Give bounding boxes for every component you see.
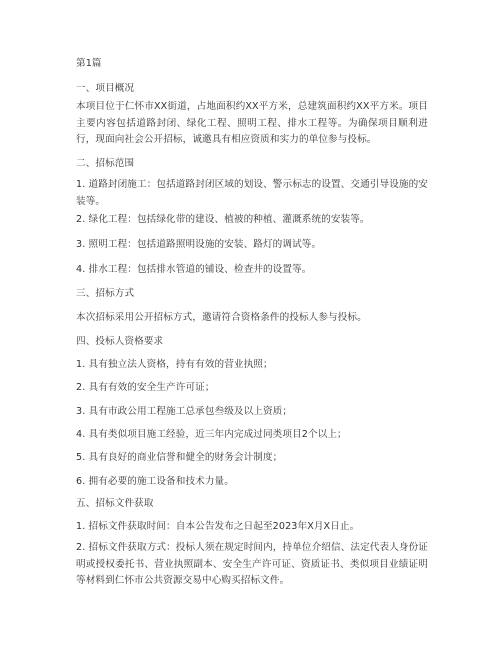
section-heading: 三、招标方式 [76,288,135,299]
section-heading: 四、投标人资格要求 [76,336,164,347]
list-item: 6. 拥有必要的施工设备和技术力量。 [76,476,234,487]
paragraph: 本项目位于仁怀市XX街道，占地面积约XX平方米，总建筑面积约XX平方米。项目主要内容包括道路封闭、绿化工程、照明工程、排水工程等。为确保项目顺利进行，现面向社会公开招标，诚邀具有相应资质和实力的单位参与投标。 [76,101,428,145]
section-heading: 一、项目概况 [76,83,135,94]
list-item: 2. 招标文件获取方式：投标人须在规定时间内，持单位介绍信、法定代表人身份证明或授权委托书、营业执照副本、安全生产许可证、资质证书、类似项目业绩证明等材料到仁怀市公共资源交易中心购买招标文件。 [76,542,428,586]
list-item: 2. 绿化工程：包括绿化带的建设、植被的种植、灌溉系统的安装等。 [76,214,370,225]
list-item: 1. 道路封闭施工：包括道路封闭区域的划设、警示标志的设置、交通引导设施的安装等。 [76,179,428,207]
list-item: 5. 具有良好的商业信誉和健全的财务会计制度； [76,452,283,463]
list-item: 3. 具有市政公用工程施工总承包叁级及以上资质； [76,406,293,417]
section-heading: 五、招标文件获取 [76,498,154,509]
doc-title: 第1篇 [76,58,102,69]
list-item: 4. 具有类似项目施工经验，近三年内完成过同类项目2个以上； [76,429,347,440]
list-item: 2. 具有有效的安全生产许可证； [76,382,215,393]
list-item: 3. 照明工程：包括道路照明设施的安装、路灯的调试等。 [76,239,322,250]
list-item: 1. 具有独立法人资格，持有有效的营业执照； [76,359,273,370]
list-item: 4. 排水工程：包括排水管道的铺设、检查井的设置等。 [76,264,312,275]
paragraph: 本次招标采用公开招标方式，邀请符合资格条件的投标人参与投标。 [76,312,367,323]
list-item: 1. 招标文件获取时间：自本公告发布之日起至2023年X月X日止。 [76,521,360,532]
section-heading: 二、招标范围 [76,158,135,169]
